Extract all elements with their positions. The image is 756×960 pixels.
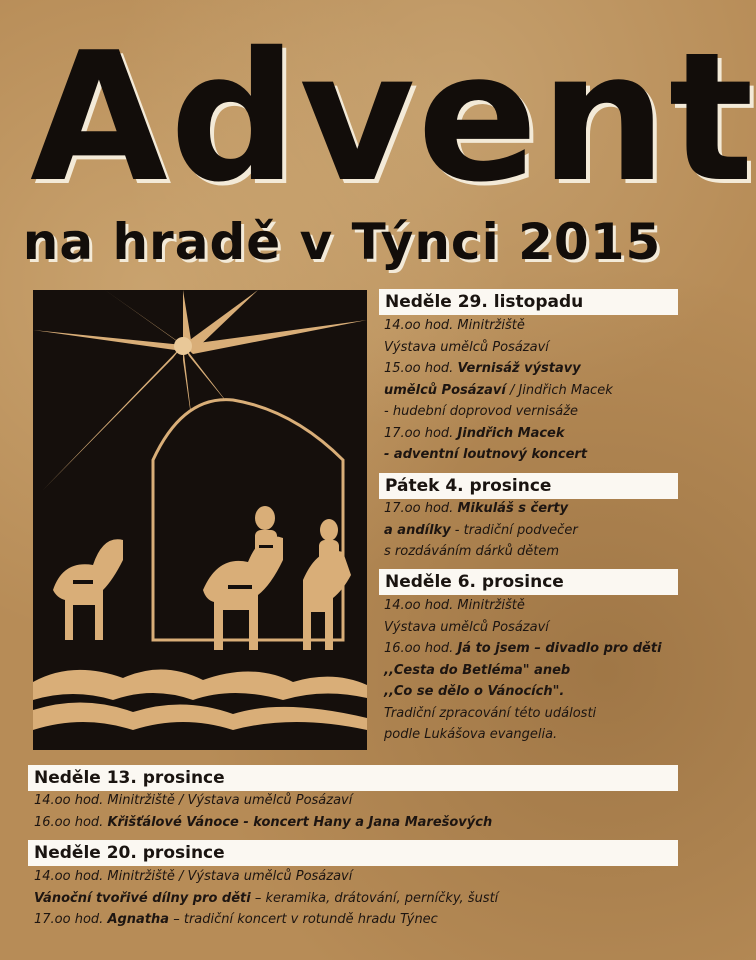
event-heading-5: Neděle 20. prosince <box>28 840 678 866</box>
event-highlight-text: Vánoční tvořivé dílny pro děti <box>34 890 251 906</box>
event-details-1 <box>384 315 613 466</box>
event-line <box>384 337 613 359</box>
event-line <box>34 888 498 910</box>
event-highlight-text: Já to jsem – divadlo pro děti <box>457 641 662 656</box>
event-highlight-text: umělců Posázaví <box>384 382 506 398</box>
event-text: 14.oo hod. Minitržiště <box>384 598 525 613</box>
event-line <box>384 660 662 682</box>
event-text: 14.oo hod. Minitržiště / Výstava umělců Posázaví <box>34 869 353 884</box>
event-text: - hudební doprovod vernisáže <box>384 404 579 419</box>
event-text: 17.oo hod. <box>34 912 108 927</box>
nativity-star-woodcut <box>33 290 367 750</box>
event-details-3 <box>384 595 662 746</box>
event-line <box>384 444 613 466</box>
event-line <box>384 638 662 660</box>
event-highlight-text: - adventní loutnový koncert <box>384 447 588 462</box>
event-text: 17.oo hod. <box>384 425 458 441</box>
event-text: 17.oo hod. <box>384 501 458 516</box>
event-line <box>384 401 613 423</box>
event-line <box>384 724 662 746</box>
event-line <box>34 866 498 888</box>
event-line <box>384 498 578 520</box>
event-line <box>34 790 492 812</box>
event-details-5 <box>34 866 498 931</box>
event-line <box>384 681 662 703</box>
event-text: / Jindřich Macek <box>505 382 613 398</box>
event-line <box>34 909 498 931</box>
event-highlight-text: Agnatha <box>107 912 170 927</box>
poster-title: Advent <box>30 14 756 221</box>
event-line <box>384 380 613 402</box>
event-highlight-text: Vernisáž výstavy <box>457 361 581 376</box>
event-heading-1: Neděle 29. listopadu <box>379 289 678 315</box>
event-line <box>384 520 578 542</box>
event-details-2 <box>384 498 578 563</box>
event-text: – keramika, drátování, perníčky, šustí <box>250 890 499 906</box>
event-text: - tradiční podvečer <box>450 522 578 538</box>
event-highlight-text: Mikuláš s čerty <box>457 501 569 516</box>
event-text: 15.oo hod. <box>384 361 458 376</box>
event-text: Tradiční zpracování této události <box>384 705 597 721</box>
event-line <box>384 595 662 617</box>
event-text: 14.oo hod. Minitržiště <box>384 318 525 333</box>
event-text: 16.oo hod. <box>384 641 458 656</box>
event-highlight-text: ,,Co se dělo o Vánocích". <box>384 684 565 699</box>
event-line <box>384 315 613 337</box>
event-text: 14.oo hod. Minitržiště / Výstava umělců Posázaví <box>34 793 353 808</box>
event-line <box>384 617 662 639</box>
event-line <box>34 812 492 834</box>
event-line <box>384 703 662 725</box>
event-highlight-text: Jindřich Macek <box>457 425 565 441</box>
event-line <box>384 423 613 445</box>
event-highlight-text: ,,Cesta do Betléma" aneb <box>384 662 571 678</box>
event-text: Výstava umělců Posázaví <box>384 619 549 635</box>
event-heading-4: Neděle 13. prosince <box>28 765 678 791</box>
event-text: Výstava umělců Posázaví <box>384 339 549 355</box>
event-text: podle Lukášova evangelia. <box>384 727 558 742</box>
event-heading-3: Neděle 6. prosince <box>379 569 678 595</box>
event-highlight-text: Křišťálové Vánoce - koncert Hany a Jana Marešových <box>107 814 493 830</box>
event-line <box>384 358 613 380</box>
poster-subtitle: na hradě v Týnci 2015 <box>22 213 662 271</box>
event-highlight-text: a andílky <box>384 522 451 538</box>
event-text: – tradiční koncert v rotundě hradu Týnec <box>169 912 438 927</box>
event-line <box>384 541 578 563</box>
event-details-4 <box>34 790 492 833</box>
event-heading-2: Pátek 4. prosince <box>379 473 678 499</box>
event-text: 16.oo hod. <box>34 814 108 830</box>
event-text: s rozdáváním dárků dětem <box>384 544 560 559</box>
